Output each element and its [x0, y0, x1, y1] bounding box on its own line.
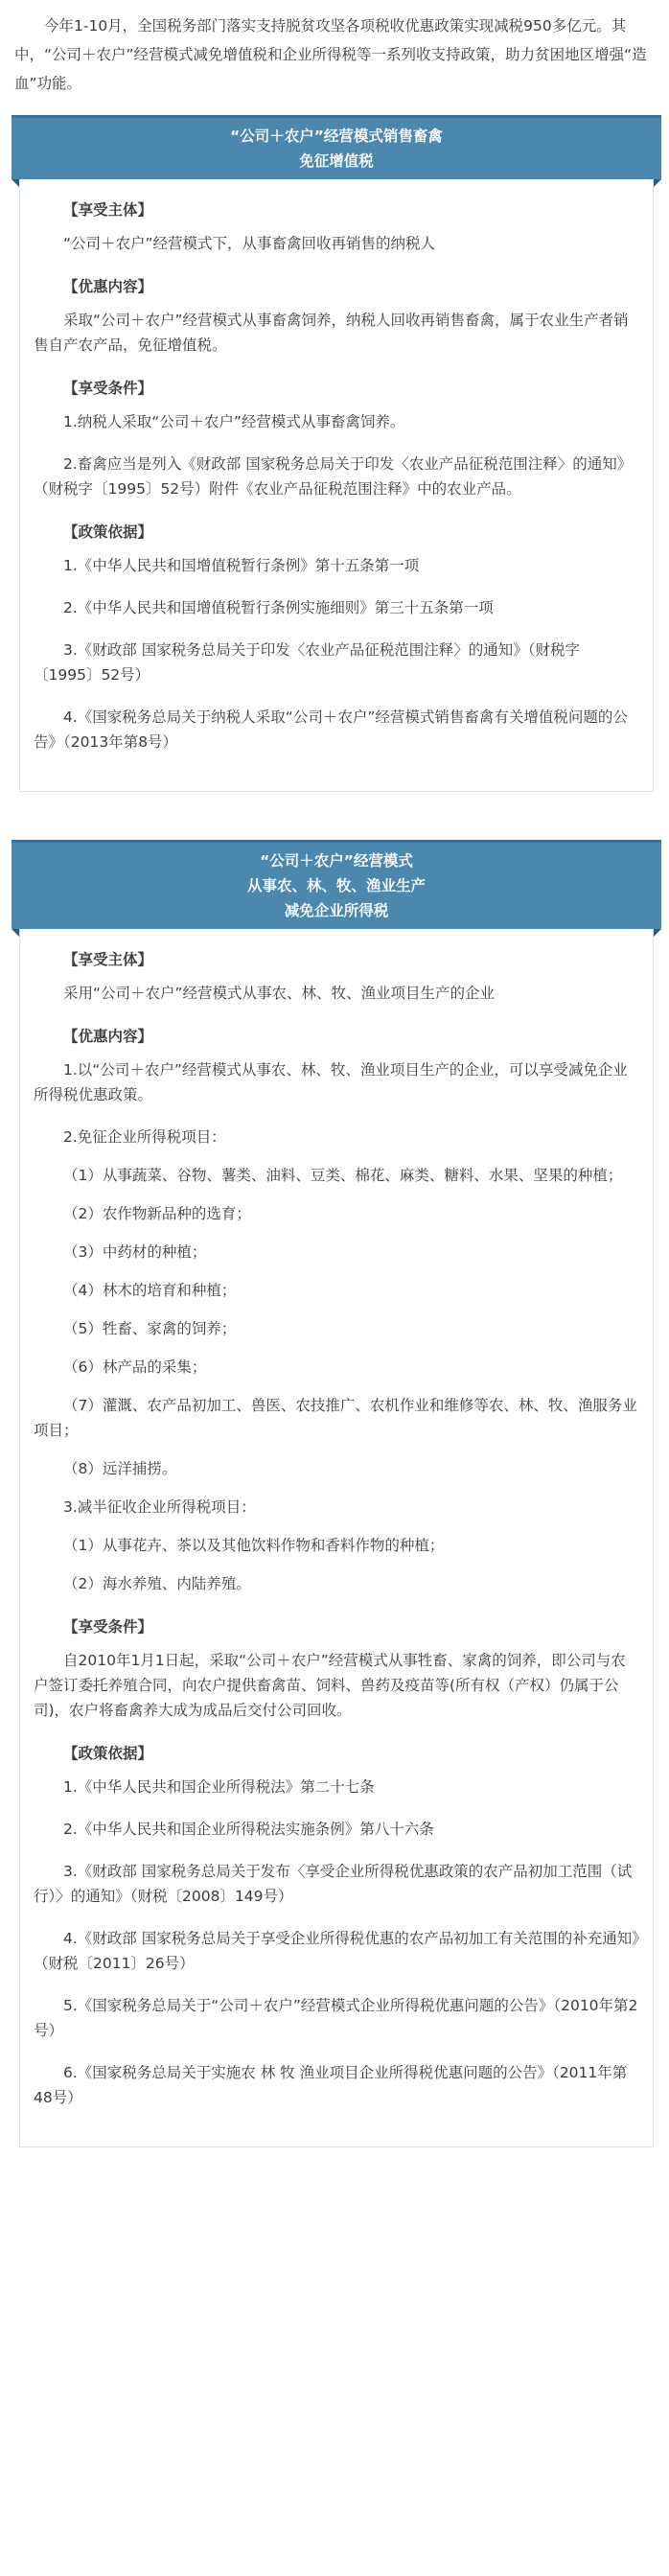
paragraph: 6.《国家税务总局关于实施农 林 牧 渔业项目企业所得税优惠问题的公告》（2011年第48号） — [34, 2064, 628, 2106]
banner-title-line: 免征增值税 — [299, 152, 374, 170]
paragraph: （1）从事蔬菜、谷物、薯类、油料、豆类、棉花、麻类、糖料、水果、坚果的种植； — [63, 1167, 623, 1184]
paragraph: （3）中药材的种植； — [63, 1243, 207, 1261]
banner-title-line: 从事农、林、牧、渔业生产 — [246, 877, 426, 894]
banner-fold — [654, 179, 661, 187]
paragraph: 2.免征企业所得税项目： — [63, 1128, 226, 1146]
paragraph: （1）从事花卉、茶以及其他饮料作物和香料作物的种植； — [63, 1537, 445, 1554]
heading-conditions: 【享受条件】 — [63, 1618, 153, 1636]
banner-fold — [12, 929, 19, 937]
paragraph: 自2010年1月1日起，采取“公司＋农户”经营模式从事牲畜、家禽的饲养，即公司与农户签订委托养殖合同，向农户提供畜禽苗、饲料、兽药及疫苗等(所有权（产权）仍属于公司)，农户将畜禽养大成为成品后交付公司回收。 — [34, 1652, 626, 1719]
paragraph: 3.减半征收企业所得税项目： — [63, 1498, 256, 1516]
paragraph: （5）牲畜、家禽的饲养； — [63, 1320, 237, 1337]
paragraph: 4.《国家税务总局关于纳税人采取“公司＋农户”经营模式销售畜禽有关增值税问题的公告》（2013年第8号） — [34, 708, 628, 751]
heading-subject: 【享受主体】 — [63, 951, 153, 968]
heading-benefit: 【优惠内容】 — [63, 278, 153, 295]
heading-benefit: 【优惠内容】 — [63, 1028, 153, 1045]
paragraph: （4）林木的培育和种植； — [63, 1282, 237, 1299]
paragraph: 采取“公司＋农户”经营模式从事畜禽饲养，纳税人回收再销售畜禽，属于农业生产者销售自产农产品，免征增值税。 — [34, 312, 629, 354]
paragraph: 3.《财政部 国家税务总局关于印发〈农业产品征税范围注释〉的通知》（财税字〔1995〕52号） — [34, 641, 580, 684]
banner-title-line: “公司＋农户”经营模式销售畜禽 — [230, 128, 443, 145]
paragraph: 2.《中华人民共和国增值税暂行条例实施细则》第三十五条第一项 — [63, 599, 494, 616]
paragraph: 1.以“公司＋农户”经营模式从事农、林、牧、渔业项目生产的企业，可以享受减免企业所得税优惠政策。 — [34, 1061, 628, 1103]
intro-paragraph: 今年1-10月，全国税务部门落实支持脱贫攻坚各项税收优惠政策实现减税950多亿元。其中，“公司＋农户”经营模式减免增值税和企业所得税等一系列收支持政策，助力贫困地区增强“造血”功能。 — [14, 17, 647, 92]
section-panel — [19, 929, 654, 2147]
section-banner — [12, 840, 661, 929]
banner-fold — [654, 929, 661, 937]
banner-title-line: “公司＋农户”经营模式 — [260, 852, 413, 870]
section-panel — [19, 179, 654, 792]
heading-basis: 【政策依据】 — [63, 523, 153, 541]
paragraph: （2）农作物新品种的选育； — [63, 1205, 251, 1222]
banner-fold — [12, 179, 19, 187]
paragraph: （2）海水养殖、内陆养殖。 — [63, 1575, 251, 1592]
paragraph: （8）远洋捕捞。 — [63, 1460, 177, 1477]
paragraph: 1.《中华人民共和国企业所得税法》第二十七条 — [63, 1778, 375, 1796]
paragraph: 4.《财政部 国家税务总局关于享受企业所得税优惠的农产品初加工有关范围的补充通知》（财税〔2011〕26号） — [34, 1930, 639, 1972]
heading-subject: 【享受主体】 — [63, 201, 153, 219]
paragraph: 1.《中华人民共和国增值税暂行条例》第十五条第一项 — [63, 557, 420, 574]
paragraph: 2.《中华人民共和国企业所得税法实施条例》第八十六条 — [63, 1821, 434, 1838]
heading-basis: 【政策依据】 — [63, 1745, 153, 1762]
banner-title-line: 减免企业所得税 — [284, 902, 389, 919]
paragraph: 3.《财政部 国家税务总局关于发布〈享受企业所得税优惠政策的农产品初加工范围（试行）〉的通知》（财税〔2008〕149号） — [34, 1863, 633, 1905]
section-income-tax-exemption — [12, 840, 661, 2147]
paragraph: 5.《国家税务总局关于“公司＋农户”经营模式企业所得税优惠问题的公告》（2010年第2号） — [34, 1997, 638, 2039]
section-banner — [12, 115, 661, 179]
paragraph: 1.纳税人采取“公司＋农户”经营模式从事畜禽饲养。 — [63, 413, 405, 430]
heading-conditions: 【享受条件】 — [63, 380, 153, 397]
paragraph: “公司＋农户”经营模式下，从事畜禽回收再销售的纳税人 — [63, 235, 436, 252]
paragraph: 2.畜禽应当是列入《财政部 国家税务总局关于印发〈农业产品征税范围注释〉的通知》（财税字〔1995〕52号）附件《农业产品征税范围注释》中的农业产品。 — [34, 455, 633, 498]
paragraph: （6）林产品的采集； — [63, 1358, 207, 1376]
paragraph: （7）灌溉、农产品初加工、兽医、农技推广、农机作业和维修等农、林、牧、渔服务业项目； — [34, 1397, 637, 1439]
section-vat-exemption — [12, 115, 661, 792]
paragraph: 采用“公司＋农户”经营模式从事农、林、牧、渔业项目生产的企业 — [63, 985, 496, 1002]
